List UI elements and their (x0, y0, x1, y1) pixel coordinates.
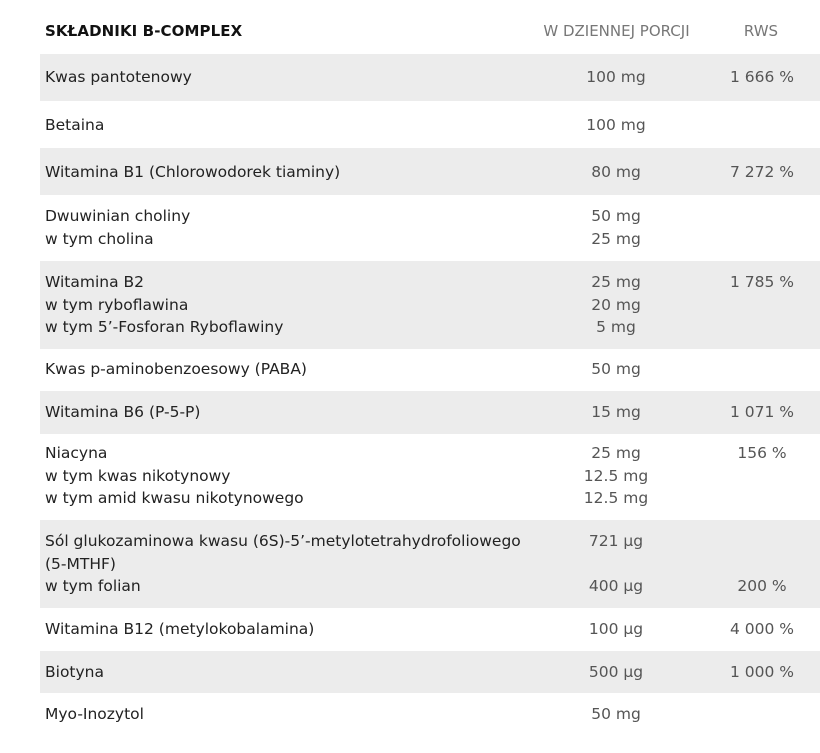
name-line: Kwas pantotenowy (45, 68, 192, 86)
name-line: Witamina B12 (metylokobalamina) (45, 620, 315, 638)
rws-line (710, 703, 814, 726)
rws-line: 1 000 % (729, 663, 795, 681)
table-row (40, 349, 820, 391)
rws-cell (710, 161, 814, 184)
table-row (40, 520, 820, 608)
amount-cell (566, 66, 666, 89)
table-row (40, 101, 820, 148)
name-line: Witamina B1 (Chlorowodorek tiaminy) (45, 163, 341, 181)
amount-cell (566, 442, 666, 510)
amount-line: 5 mg (596, 318, 636, 336)
header-rws: RWS (743, 22, 779, 40)
amount-line: 80 mg (591, 163, 641, 181)
header-ingredient: SKŁADNIKI B-COMPLEX (45, 22, 243, 40)
ingredient-name (45, 401, 525, 424)
rws-line (710, 316, 814, 339)
rws-line: 1 666 % (729, 68, 795, 86)
rws-line: 200 % (737, 577, 787, 595)
rws-line (710, 530, 814, 553)
rws-line (710, 358, 814, 381)
rws-cell (710, 442, 814, 510)
ingredient-name (45, 661, 525, 684)
table-row (40, 261, 820, 349)
table-row (40, 195, 820, 261)
rws-line (710, 487, 814, 510)
header-daily-portion: W DZIENNEJ PORCJI (543, 22, 690, 40)
table-row (40, 608, 820, 651)
ingredient-name (45, 114, 525, 137)
amount-line: 25 mg (591, 273, 641, 291)
amount-line: 400 µg (588, 577, 644, 595)
rws-cell (710, 358, 814, 381)
name-line: Biotyna (45, 663, 104, 681)
ingredient-name (45, 271, 525, 339)
rws-line: 156 % (737, 444, 787, 462)
name-line: w tym kwas nikotynowy (45, 466, 231, 485)
amount-line: 500 µg (588, 663, 644, 681)
rws-line: 1 071 % (729, 403, 795, 421)
table-row (40, 693, 820, 735)
rws-line (710, 553, 814, 576)
ingredient-name (45, 358, 525, 381)
amount-cell (566, 661, 666, 684)
ingredient-name (45, 205, 525, 250)
amount-line: 721 µg (588, 532, 644, 550)
amount-cell (566, 401, 666, 424)
name-line: Sól glukozaminowa kwasu (6S)-5’-metylotetrahydrofoliowego (45, 532, 521, 550)
name-line: Myo-Inozytol (45, 705, 144, 723)
amount-line: 50 mg (591, 207, 641, 225)
rws-line: 7 272 % (729, 163, 795, 181)
rws-cell (710, 271, 814, 339)
amount-line: 12.5 mg (583, 489, 649, 507)
name-line: w tym ryboflawina (45, 295, 189, 314)
name-line: Dwuwinian choliny (45, 207, 191, 225)
table-header (40, 8, 820, 52)
ingredient-name (45, 703, 525, 726)
name-line: Betaina (45, 116, 105, 134)
ingredient-name (45, 442, 525, 510)
name-line: Niacyna (45, 444, 108, 462)
ingredient-name (45, 618, 525, 641)
amount-cell (566, 271, 666, 339)
amount-line: 50 mg (591, 360, 641, 378)
name-line: w tym 5’-Fosforan Ryboflawiny (45, 318, 284, 336)
amount-line: 12.5 mg (583, 466, 649, 485)
ingredient-name (45, 530, 525, 598)
rws-cell (710, 205, 814, 250)
table-row (40, 148, 820, 195)
rws-line (710, 294, 814, 317)
name-line: w tym amid kwasu nikotynowego (45, 489, 304, 507)
table-row (40, 434, 820, 520)
amount-cell (566, 703, 666, 726)
amount-line: 25 mg (591, 444, 641, 462)
amount-cell (566, 618, 666, 641)
amount-line: 100 mg (586, 116, 646, 134)
rws-line (710, 465, 814, 488)
amount-line (566, 553, 666, 576)
rws-line: 4 000 % (729, 620, 795, 638)
name-line: Witamina B2 (45, 273, 145, 291)
rws-cell (710, 401, 814, 424)
ingredient-name (45, 161, 525, 184)
amount-line: 100 mg (586, 68, 646, 86)
rws-cell (710, 618, 814, 641)
amount-cell (566, 205, 666, 250)
amount-line: 100 µg (588, 620, 644, 638)
table-row (40, 391, 820, 434)
rws-cell (710, 661, 814, 684)
rws-line (710, 205, 814, 228)
rws-line: 1 785 % (729, 273, 795, 291)
rws-cell (710, 114, 814, 137)
rws-line (710, 228, 814, 251)
table-row (40, 54, 820, 101)
rws-cell (710, 66, 814, 89)
rws-cell (710, 530, 814, 598)
name-line: (5-MTHF) (45, 554, 116, 573)
table-row (40, 651, 820, 693)
amount-line: 20 mg (591, 295, 641, 314)
amount-line: 25 mg (591, 229, 641, 248)
amount-line: 15 mg (591, 403, 641, 421)
rws-line (710, 114, 814, 137)
name-line: w tym folian (45, 577, 141, 595)
name-line: w tym cholina (45, 229, 154, 248)
rws-cell (710, 703, 814, 726)
name-line: Witamina B6 (P-5-P) (45, 403, 201, 421)
amount-cell (566, 161, 666, 184)
ingredient-name (45, 66, 525, 89)
amount-cell (566, 530, 666, 598)
amount-line: 50 mg (591, 705, 641, 723)
name-line: Kwas p-aminobenzoesowy (PABA) (45, 360, 307, 378)
amount-cell (566, 358, 666, 381)
amount-cell (566, 114, 666, 137)
